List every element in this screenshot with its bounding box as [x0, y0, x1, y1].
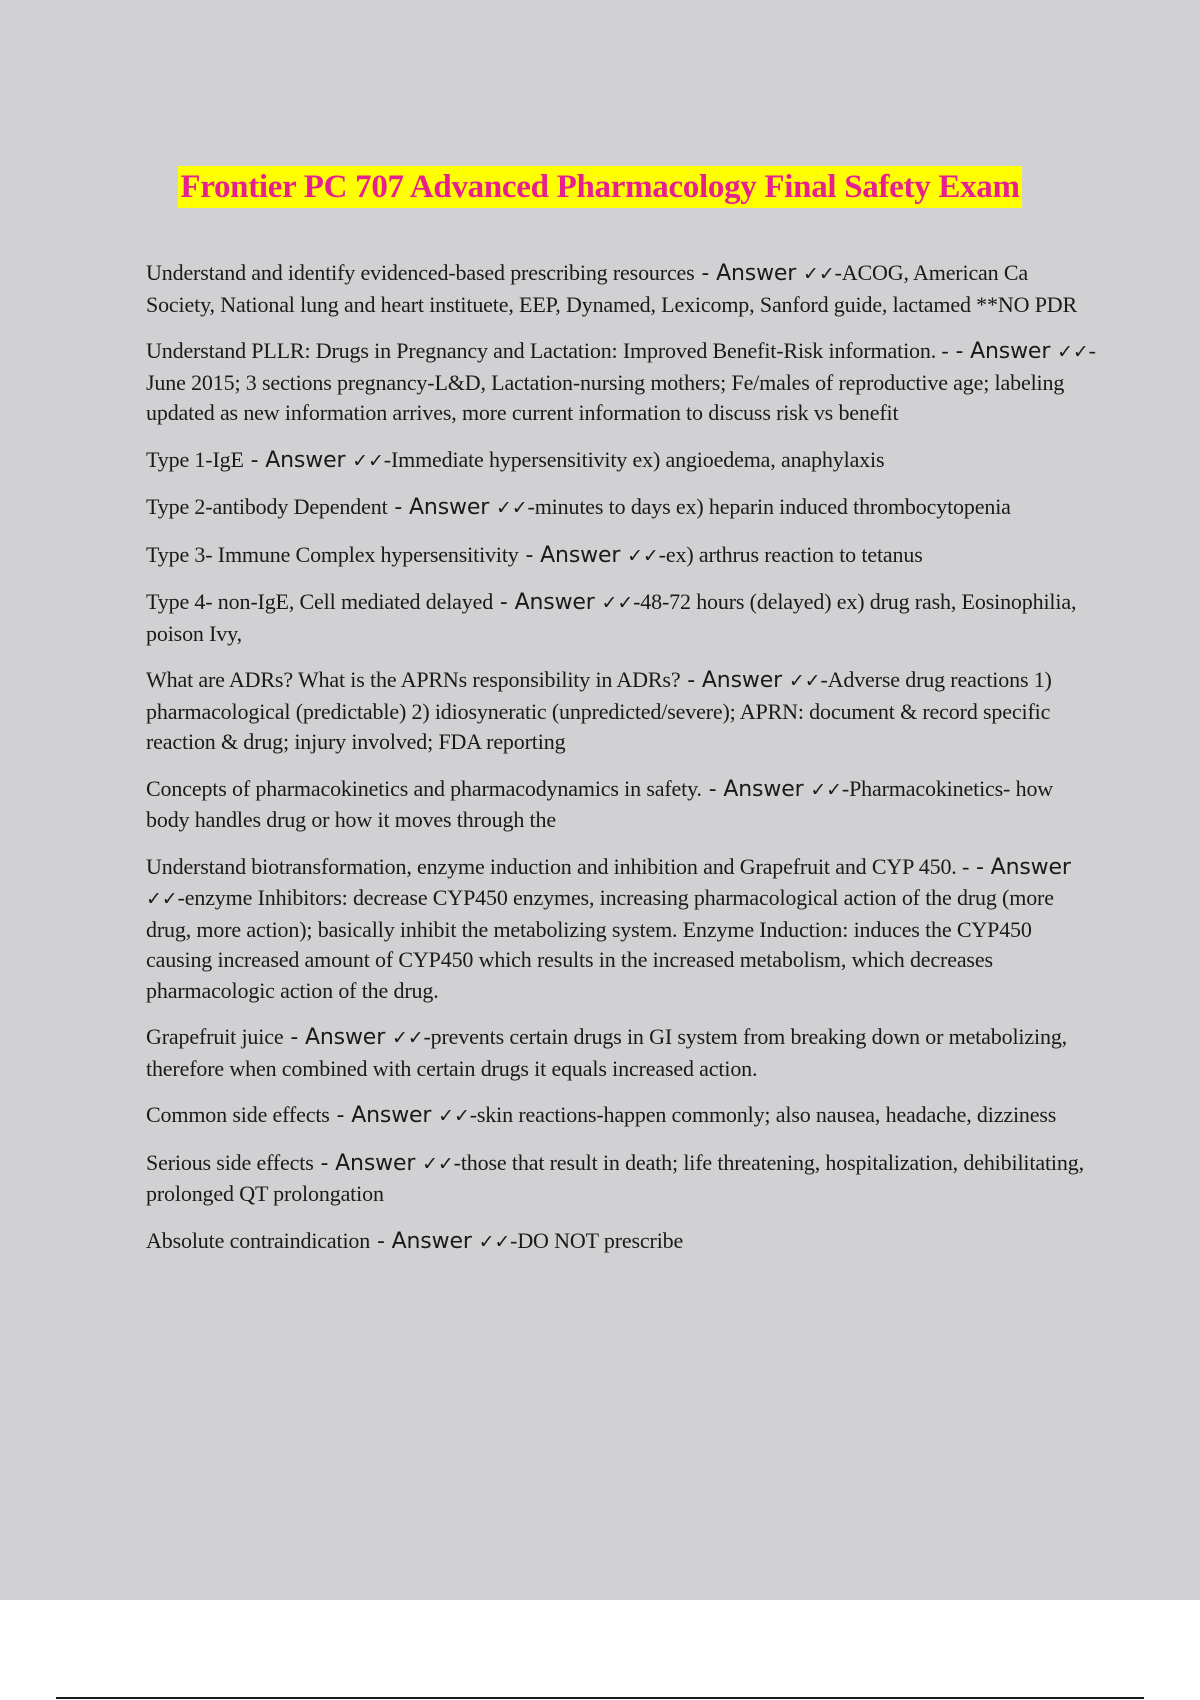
answer: -DO NOT prescribe [510, 1227, 684, 1253]
answer: -skin reactions-happen commonly; also nausea, headache, dizziness [469, 1102, 1057, 1127]
double-check-icon: ✓✓ [478, 1230, 511, 1253]
double-check-icon: ✓✓ [352, 449, 384, 472]
answer: -Pharmacokinetics- how body handles drug or how it moves through the [146, 775, 1054, 832]
double-check-icon: ✓✓ [627, 544, 659, 567]
qa-item [146, 587, 1096, 649]
double-check-icon: ✓✓ [810, 778, 842, 801]
qa-item [146, 1148, 1096, 1210]
answer-separator: - Answer [969, 854, 1071, 880]
answer-separator: - Answer [694, 261, 804, 286]
answer: -prevents certain drugs in GI system from breaking down or metabolizing, therefore when combined with certain drugs it equals increased action. [146, 1024, 1068, 1081]
qa-item [146, 1100, 1096, 1132]
qa-item [146, 665, 1096, 758]
double-check-icon: ✓✓ [146, 888, 178, 910]
answer-separator: - Answer [370, 1228, 479, 1254]
double-check-icon: ✓✓ [438, 1105, 470, 1127]
double-check-icon: ✓✓ [391, 1027, 424, 1049]
qa-item [146, 852, 1096, 1007]
document-title: Frontier PC 707 Advanced Pharmacology Final Safety Exam [178, 166, 1021, 208]
question: Understand PLLR: Drugs in Pregnancy and Lactation: Improved Benefit-Risk information. - [146, 338, 949, 363]
answer-separator: - Answer [313, 1150, 423, 1176]
title-wrap [0, 166, 1200, 208]
question: Grapefruit juice [146, 1024, 284, 1049]
qa-list [146, 258, 1096, 1273]
answer-separator: - Answer [493, 590, 602, 615]
answer-separator: - Answer [701, 776, 811, 802]
question: Type 4- non-IgE, Cell mediated delayed [146, 589, 494, 614]
answer: -ex) arthrus reaction to tetanus [658, 541, 923, 567]
qa-item [146, 1226, 1096, 1258]
answer: -June 2015; 3 sections pregnancy-L&D, Lactation-nursing mothers; Fe/males of reproductive age; labeling updated as new information arrives, more current information to discuss risk vs benefit [146, 338, 1096, 425]
qa-item [146, 1022, 1096, 1084]
question: Absolute contraindication [146, 1227, 371, 1253]
question: Understand and identify evidenced-based prescribing resources [146, 260, 695, 285]
question: Concepts of pharmacokinetics and pharmacodynamics in safety. [146, 775, 702, 801]
qa-item [146, 336, 1096, 429]
question: Understand biotransformation, enzyme induction and inhibition and Grapefruit and CYP 450. - [146, 853, 970, 879]
question: Common side effects [146, 1102, 330, 1127]
question: Type 2-antibody Dependent [146, 494, 388, 519]
answer: -those that result in death; life threatening, hospitalization, dehibilitating, prolonged QT prolongation [146, 1149, 1084, 1206]
qa-item [146, 540, 1096, 572]
answer-separator: - Answer [387, 495, 496, 520]
answer: -48-72 hours (delayed) ex) drug rash, Eosinophilia, poison Ivy, [146, 589, 1077, 646]
double-check-icon: ✓✓ [788, 670, 821, 692]
answer-separator: - Answer [518, 542, 628, 568]
double-check-icon: ✓✓ [1057, 341, 1089, 363]
double-check-icon: ✓✓ [601, 592, 634, 614]
double-check-icon: ✓✓ [495, 497, 528, 519]
page-footer [0, 1600, 1200, 1700]
answer-separator: - Answer [283, 1025, 392, 1050]
double-check-icon: ✓✓ [803, 263, 835, 285]
answer: -Immediate hypersensitivity ex) angioedema, anaphylaxis [383, 446, 885, 472]
qa-item [146, 492, 1096, 524]
question: Type 3- Immune Complex hypersensitivity [146, 541, 519, 567]
question: Type 1-IgE [146, 446, 244, 472]
answer: -enzyme Inhibitors: decrease CYP450 enzymes, increasing pharmacological action of the drug (more drug, more action); basically inhibit the metabolizing system. Enzyme Induction: induces the CYP450 causing increased amount of CYP450 which results in the increased metabolism, which decreases pharmacologic action of the drug. [146, 885, 1054, 1003]
qa-item [146, 258, 1096, 320]
question: Serious side effects [146, 1149, 314, 1175]
answer-separator: - Answer [948, 339, 1058, 364]
answer: -minutes to days ex) heparin induced thrombocytopenia [527, 494, 1011, 519]
footer-divider [56, 1697, 1144, 1699]
question: What are ADRs? What is the APRNs responsibility in ADRs? [146, 667, 681, 692]
answer-separator: - Answer [243, 447, 353, 473]
answer: -Adverse drug reactions 1) pharmacological (predictable) 2) idiosyneratic (unpredicted/severe); APRN: document & record specific reaction & drug; injury involved; FDA reporting [146, 667, 1052, 754]
qa-item [146, 445, 1096, 477]
answer-separator: - Answer [680, 668, 789, 693]
double-check-icon: ✓✓ [422, 1152, 454, 1175]
qa-item [146, 774, 1096, 836]
answer: -ACOG, American Ca Society, National lung and heart instituete, EEP, Dynamed, Lexicomp, Sanford guide, lactamed **NO PDR [146, 260, 1078, 317]
answer-separator: - Answer [329, 1103, 439, 1128]
